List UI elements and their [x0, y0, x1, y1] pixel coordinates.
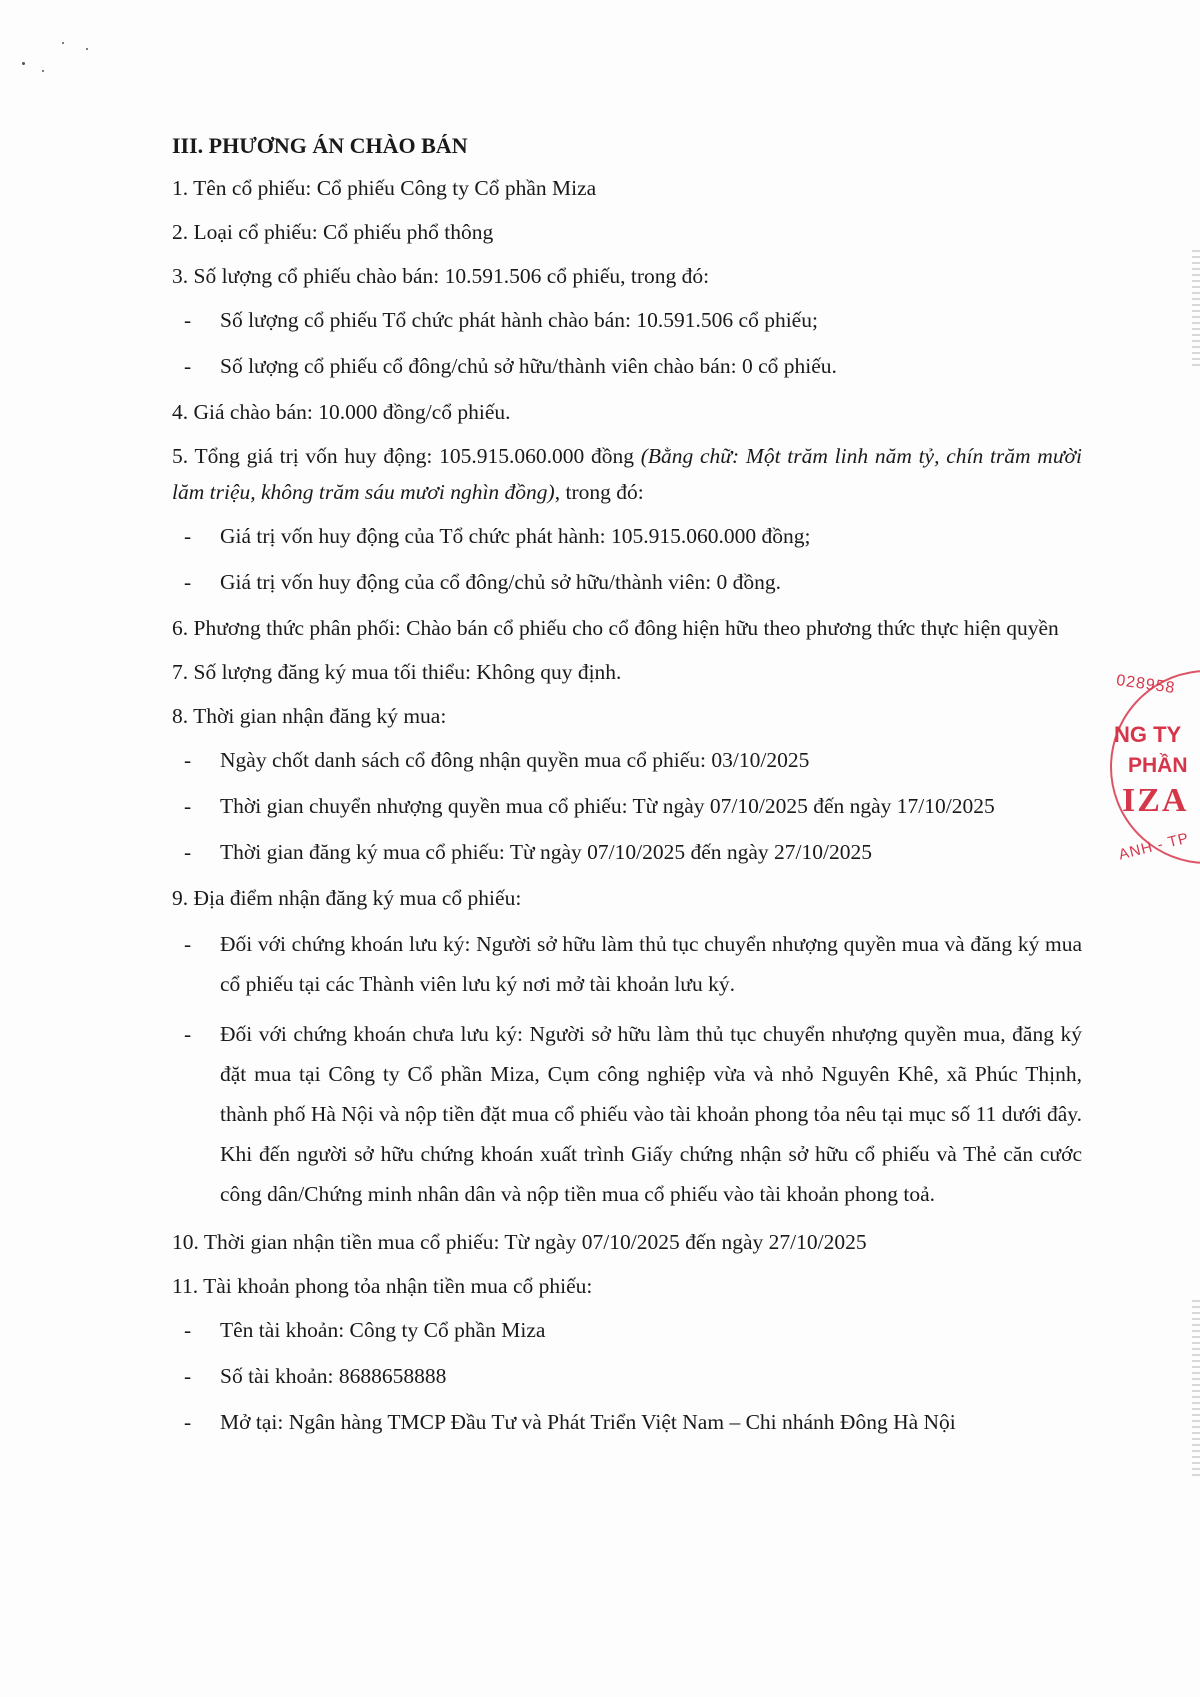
item-4: 4. Giá chào bán: 10.000 đồng/cổ phiếu. [172, 400, 511, 424]
item-3: 3. Số lượng cổ phiếu chào bán: 10.591.506 cổ phiếu, trong đó: [172, 264, 710, 288]
sub-text: Ngày chốt danh sách cổ đông nhận quyền mua cổ phiếu: 03/10/2025 [220, 748, 810, 772]
bullet-dash: - [184, 1364, 192, 1388]
stamp-text-line-4: ANH - TP [1117, 829, 1191, 864]
item-6: 6. Phương thức phân phối: Chào bán cổ phiếu cho cổ đông hiện hữu theo phương thức thực hiện quyền [172, 616, 1059, 640]
sub-text: Đối với chứng khoán chưa lưu ký: Người sở hữu làm thủ tục chuyển nhượng quyền mua, đăng ký đặt mua tại Công ty Cổ phần Miza, Cụm công nghiệp vừa và nhỏ Nguyên Khê, xã Phúc Thịnh, thành phố Hà Nội và nộp tiền đặt mua cổ phiếu vào tài khoản phong tỏa nêu tại mục số 11 dưới đây. Khi đến người sở hữu chứng khoán xuất trình Giấy chứng nhận sở hữu cổ phiếu và Thẻ căn cước công dân/Chứng minh nhân dân và nộp tiền mua cổ phiếu vào tài khoản phong toả. [220, 1022, 1082, 1206]
sub-text: Số tài khoản: 8688658888 [220, 1364, 447, 1388]
stamp-number: 028958 [1115, 671, 1177, 698]
bullet-dash: - [184, 1410, 192, 1434]
sub-text: Đối với chứng khoán lưu ký: Người sở hữu làm thủ tục chuyển nhượng quyền mua và đăng ký mua cổ phiếu tại các Thành viên lưu ký nơi mở tài khoản lưu ký. [220, 932, 1082, 996]
sub-text: Mở tại: Ngân hàng TMCP Đầu Tư và Phát Triển Việt Nam – Chi nhánh Đông Hà Nội [220, 1410, 956, 1434]
item-7: 7. Số lượng đăng ký mua tối thiểu: Không quy định. [172, 660, 622, 684]
item-8-sub-3 [172, 834, 1082, 870]
scan-speck [22, 62, 25, 65]
bullet-dash: - [184, 1022, 192, 1046]
scan-speck [62, 42, 64, 44]
item-11-sub-3 [172, 1404, 1082, 1440]
item-5-tail: , trong đó: [554, 480, 644, 504]
sub-text: Số lượng cổ phiếu cổ đông/chủ sở hữu/thành viên chào bán: 0 cổ phiếu. [220, 354, 837, 378]
sub-text: Thời gian chuyển nhượng quyền mua cổ phiếu: Từ ngày 07/10/2025 đến ngày 17/10/2025 [220, 794, 995, 818]
bullet-dash: - [184, 570, 192, 594]
item-5-sub-2 [172, 564, 1082, 600]
item-9: 9. Địa điểm nhận đăng ký mua cổ phiếu: [172, 886, 522, 910]
sub-text: Thời gian đăng ký mua cổ phiếu: Từ ngày 07/10/2025 đến ngày 27/10/2025 [220, 840, 873, 864]
item-5-text: 5. Tổng giá trị vốn huy động: 105.915.060.000 đồng [172, 444, 641, 468]
scan-speck [42, 70, 44, 72]
bullet-dash: - [184, 932, 192, 956]
sub-text: Giá trị vốn huy động của Tổ chức phát hành: 105.915.060.000 đồng; [220, 524, 811, 548]
item-5 [172, 438, 1082, 510]
item-9-sub-1 [172, 924, 1082, 1004]
stamp-text-line-2: PHẦN [1128, 754, 1188, 777]
item-8: 8. Thời gian nhận đăng ký mua: [172, 704, 447, 728]
item-2: 2. Loại cổ phiếu: Cổ phiếu phổ thông [172, 220, 494, 244]
item-8-sub-2 [172, 788, 1082, 824]
sub-text: Tên tài khoản: Công ty Cổ phần Miza [220, 1318, 546, 1342]
stamp-text-line-3: IZA [1122, 782, 1189, 819]
stamp-text-line-1: NG TY [1114, 722, 1182, 747]
scan-edge-mark [1192, 250, 1200, 370]
sub-text: Giá trị vốn huy động của cổ đông/chủ sở hữu/thành viên: 0 đồng. [220, 570, 782, 594]
bullet-dash: - [184, 308, 192, 332]
item-8-sub-1 [172, 742, 1082, 778]
sub-text: Số lượng cổ phiếu Tổ chức phát hành chào bán: 10.591.506 cổ phiếu; [220, 308, 818, 332]
item-11-sub-1 [172, 1312, 1082, 1348]
company-seal-stamp [1108, 668, 1200, 868]
bullet-dash: - [184, 748, 192, 772]
bullet-dash: - [184, 794, 192, 818]
item-10: 10. Thời gian nhận tiền mua cổ phiếu: Từ ngày 07/10/2025 đến ngày 27/10/2025 [172, 1230, 867, 1254]
bullet-dash: - [184, 354, 192, 378]
section-heading: III. PHƯƠNG ÁN CHÀO BÁN [172, 133, 468, 158]
item-3-sub-2 [172, 348, 1082, 384]
item-9-sub-2 [172, 1014, 1082, 1214]
document-body [172, 128, 1082, 1450]
scan-edge-mark [1192, 1300, 1200, 1480]
bullet-dash: - [184, 524, 192, 548]
bullet-dash: - [184, 1318, 192, 1342]
scan-speck [86, 48, 88, 50]
item-1: 1. Tên cổ phiếu: Cổ phiếu Công ty Cổ phần Miza [172, 176, 597, 200]
item-5-sub-1 [172, 518, 1082, 554]
item-11: 11. Tài khoản phong tỏa nhận tiền mua cổ phiếu: [172, 1274, 593, 1298]
item-11-sub-2 [172, 1358, 1082, 1394]
bullet-dash: - [184, 840, 192, 864]
item-3-sub-1 [172, 302, 1082, 338]
item-5-amount-in-words: (Bằng chữ: Một trăm linh năm tỷ, chín trăm mười lăm triệu, không trăm sáu mươi nghìn đồng) [172, 444, 1083, 504]
